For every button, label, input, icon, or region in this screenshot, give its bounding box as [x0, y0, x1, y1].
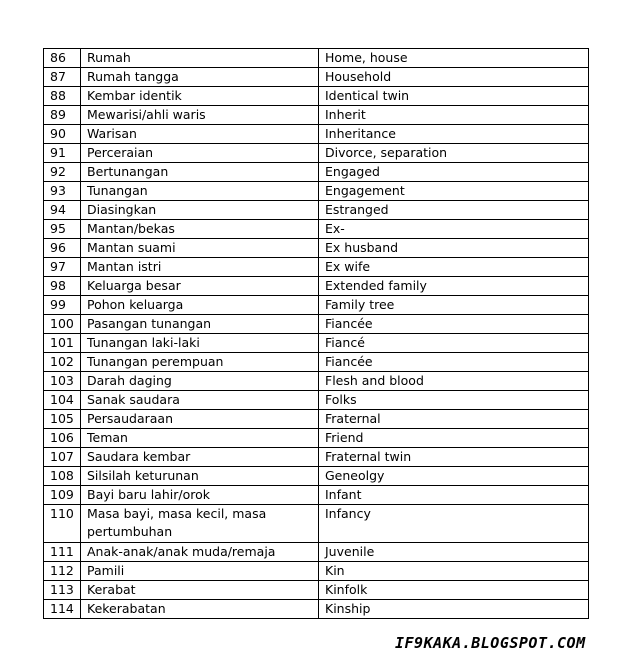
english-term-cell: Ex- — [319, 220, 589, 239]
table-row — [44, 581, 589, 600]
indonesian-term-cell: Kembar identik — [81, 87, 319, 106]
indonesian-term-cell: Warisan — [81, 125, 319, 144]
row-number-cell: 97 — [44, 258, 81, 277]
table-row — [44, 429, 589, 448]
table-row — [44, 220, 589, 239]
row-number-cell: 94 — [44, 201, 81, 220]
english-term-cell: Kinship — [319, 600, 589, 619]
table-row — [44, 106, 589, 125]
english-term-cell: Ex husband — [319, 239, 589, 258]
table-row — [44, 49, 589, 68]
row-number-cell: 106 — [44, 429, 81, 448]
indonesian-term-cell: Pamili — [81, 562, 319, 581]
table-row — [44, 486, 589, 505]
english-term-cell: Estranged — [319, 201, 589, 220]
english-term-cell: Fraternal twin — [319, 448, 589, 467]
indonesian-term-cell: Pasangan tunangan — [81, 315, 319, 334]
table-row — [44, 258, 589, 277]
indonesian-term-cell: Mantan istri — [81, 258, 319, 277]
english-term-cell: Fiancée — [319, 353, 589, 372]
english-term-cell: Infant — [319, 486, 589, 505]
row-number-cell: 107 — [44, 448, 81, 467]
row-number-cell: 102 — [44, 353, 81, 372]
table-row — [44, 391, 589, 410]
english-term-cell: Household — [319, 68, 589, 87]
english-term-cell: Engagement — [319, 182, 589, 201]
table-row — [44, 163, 589, 182]
row-number-cell: 111 — [44, 543, 81, 562]
indonesian-term-cell: Diasingkan — [81, 201, 319, 220]
english-term-cell: Inheritance — [319, 125, 589, 144]
row-number-cell: 100 — [44, 315, 81, 334]
indonesian-term-cell: Mewarisi/ahli waris — [81, 106, 319, 125]
indonesian-term-cell: Darah daging — [81, 372, 319, 391]
english-term-cell: Ex wife — [319, 258, 589, 277]
indonesian-term-cell: Teman — [81, 429, 319, 448]
table-row — [44, 68, 589, 87]
english-term-cell: Kinfolk — [319, 581, 589, 600]
row-number-cell: 91 — [44, 144, 81, 163]
english-term-cell: Inherit — [319, 106, 589, 125]
table-row — [44, 144, 589, 163]
indonesian-term-cell: Masa bayi, masa kecil, masa pertumbuhan — [81, 505, 319, 543]
row-number-cell: 90 — [44, 125, 81, 144]
row-number-cell: 112 — [44, 562, 81, 581]
row-number-cell: 108 — [44, 467, 81, 486]
english-term-cell: Infancy — [319, 505, 589, 543]
row-number-cell: 113 — [44, 581, 81, 600]
row-number-cell: 109 — [44, 486, 81, 505]
indonesian-term-cell: Silsilah keturunan — [81, 467, 319, 486]
indonesian-term-cell: Tunangan laki-laki — [81, 334, 319, 353]
indonesian-term-cell: Sanak saudara — [81, 391, 319, 410]
english-term-cell: Juvenile — [319, 543, 589, 562]
row-number-cell: 104 — [44, 391, 81, 410]
table-row — [44, 562, 589, 581]
indonesian-term-cell: Kerabat — [81, 581, 319, 600]
indonesian-term-cell: Bayi baru lahir/orok — [81, 486, 319, 505]
row-number-cell: 105 — [44, 410, 81, 429]
table-row — [44, 505, 589, 543]
indonesian-term-cell: Kekerabatan — [81, 600, 319, 619]
row-number-cell: 101 — [44, 334, 81, 353]
blog-watermark: IF9KAKA.BLOGSPOT.COM — [395, 634, 586, 652]
english-term-cell: Family tree — [319, 296, 589, 315]
vocabulary-table-body — [44, 49, 589, 619]
table-row — [44, 448, 589, 467]
row-number-cell: 96 — [44, 239, 81, 258]
row-number-cell: 114 — [44, 600, 81, 619]
row-number-cell: 93 — [44, 182, 81, 201]
indonesian-term-cell: Persaudaraan — [81, 410, 319, 429]
table-row — [44, 296, 589, 315]
english-term-cell: Geneolgy — [319, 467, 589, 486]
indonesian-term-cell: Perceraian — [81, 144, 319, 163]
english-term-cell: Fraternal — [319, 410, 589, 429]
indonesian-term-cell: Tunangan — [81, 182, 319, 201]
indonesian-term-cell: Mantan suami — [81, 239, 319, 258]
table-row — [44, 372, 589, 391]
table-row — [44, 353, 589, 372]
row-number-cell: 92 — [44, 163, 81, 182]
english-term-cell: Folks — [319, 391, 589, 410]
indonesian-term-cell: Pohon keluarga — [81, 296, 319, 315]
indonesian-term-cell: Tunangan perempuan — [81, 353, 319, 372]
indonesian-term-cell: Anak-anak/anak muda/remaja — [81, 543, 319, 562]
table-row — [44, 182, 589, 201]
indonesian-term-cell: Rumah — [81, 49, 319, 68]
english-term-cell: Flesh and blood — [319, 372, 589, 391]
row-number-cell: 89 — [44, 106, 81, 125]
row-number-cell: 110 — [44, 505, 81, 543]
row-number-cell: 95 — [44, 220, 81, 239]
english-term-cell: Fiancée — [319, 315, 589, 334]
english-term-cell: Extended family — [319, 277, 589, 296]
row-number-cell: 86 — [44, 49, 81, 68]
table-row — [44, 201, 589, 220]
row-number-cell: 103 — [44, 372, 81, 391]
table-row — [44, 125, 589, 144]
table-row — [44, 277, 589, 296]
english-term-cell: Friend — [319, 429, 589, 448]
indonesian-term-cell: Bertunangan — [81, 163, 319, 182]
indonesian-term-cell: Keluarga besar — [81, 277, 319, 296]
table-row — [44, 334, 589, 353]
table-row — [44, 467, 589, 486]
english-term-cell: Home, house — [319, 49, 589, 68]
english-term-cell: Fiancé — [319, 334, 589, 353]
table-row — [44, 87, 589, 106]
indonesian-term-cell: Saudara kembar — [81, 448, 319, 467]
indonesian-term-cell: Mantan/bekas — [81, 220, 319, 239]
english-term-cell: Divorce, separation — [319, 144, 589, 163]
row-number-cell: 87 — [44, 68, 81, 87]
row-number-cell: 98 — [44, 277, 81, 296]
row-number-cell: 88 — [44, 87, 81, 106]
table-row — [44, 239, 589, 258]
table-row — [44, 600, 589, 619]
table-row — [44, 315, 589, 334]
table-row — [44, 543, 589, 562]
english-term-cell: Kin — [319, 562, 589, 581]
vocabulary-table — [43, 48, 589, 619]
english-term-cell: Identical twin — [319, 87, 589, 106]
indonesian-term-cell: Rumah tangga — [81, 68, 319, 87]
row-number-cell: 99 — [44, 296, 81, 315]
english-term-cell: Engaged — [319, 163, 589, 182]
table-row — [44, 410, 589, 429]
